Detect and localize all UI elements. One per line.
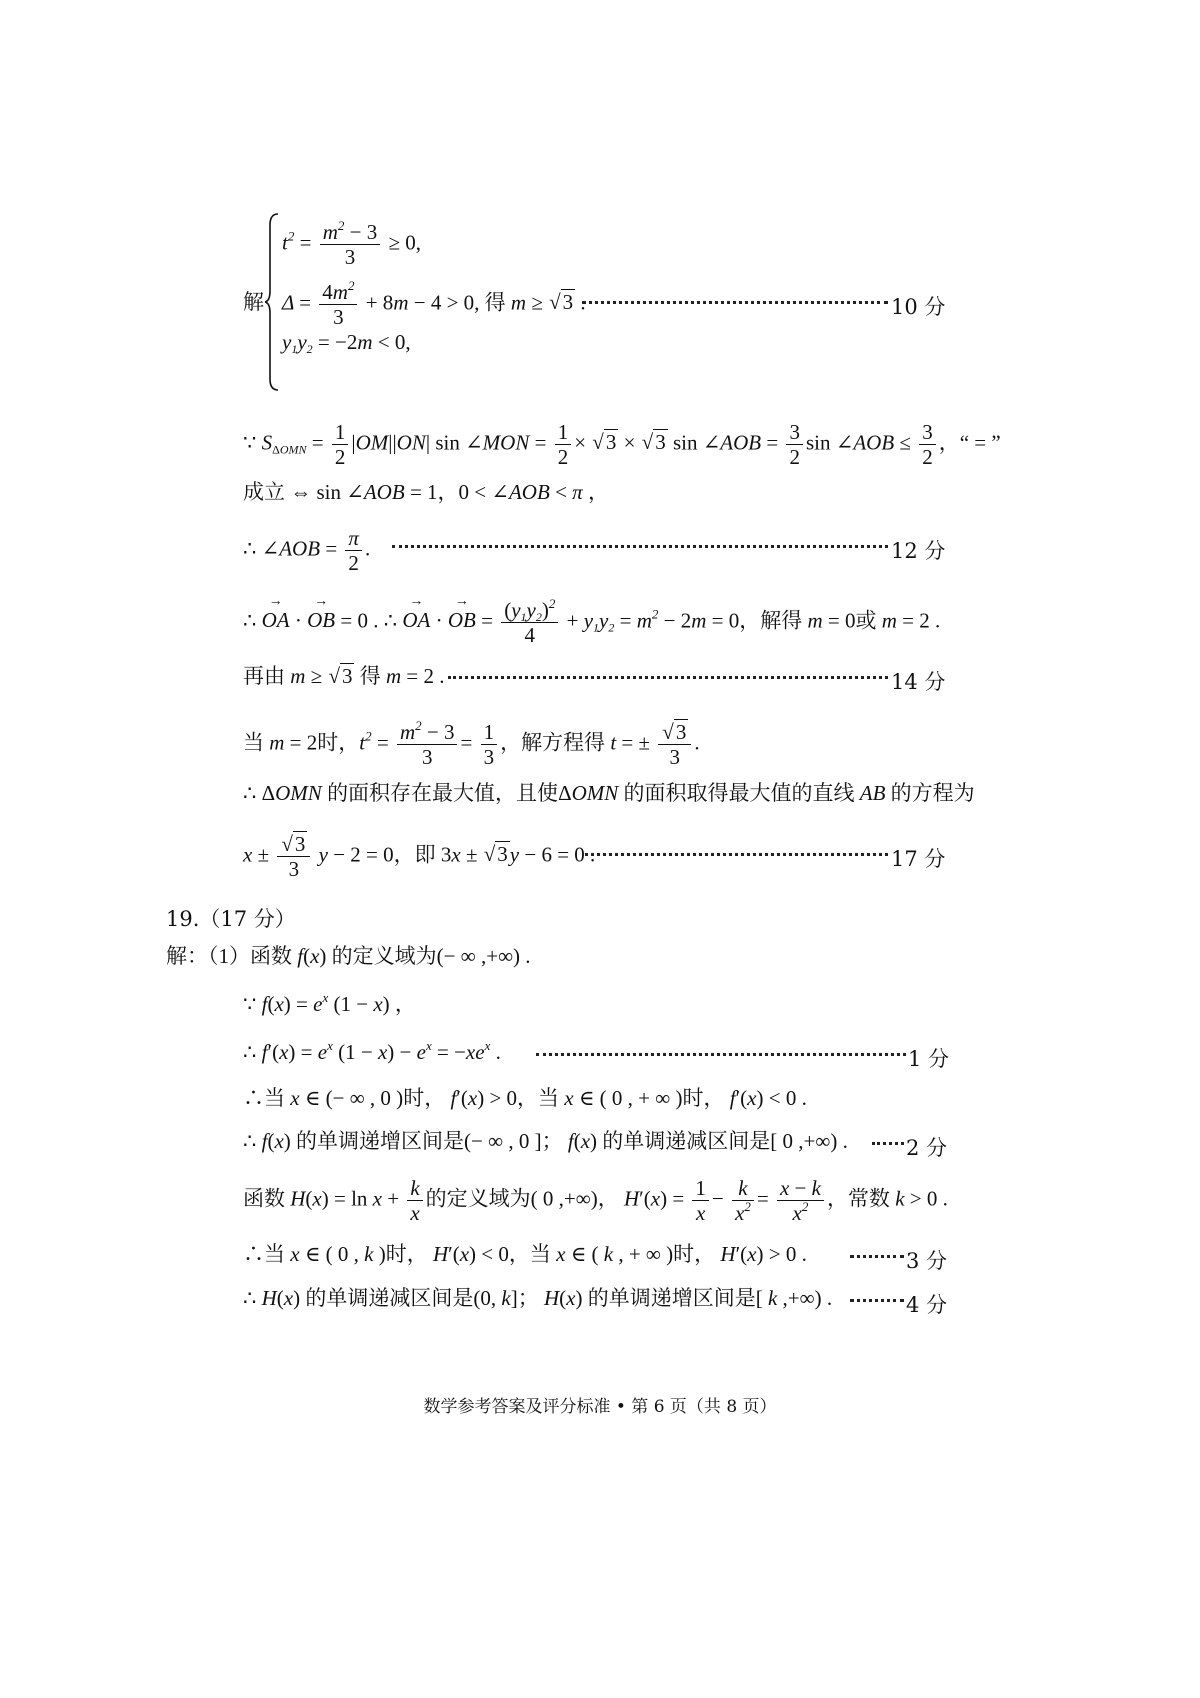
- t-solution: 当 m = 2时，$t^2$ = $\frac{m^2 - 3}{3}$ = $\frac{1}{3}$ ，解方程得 t = ± $\frac{√3}{3}$ .: [243, 718, 700, 770]
- angle-aob: ∴ ∠AOB = $\frac{\pi}{2}$ .: [243, 526, 371, 576]
- problem-19-heading: 19.（17 分）: [166, 907, 296, 931]
- h-definition: 函数 H(x) = ln x + $\frac{k}{x}$ 的定义域为( 0 ,+∞)， H′(x) = $\frac{1}{x}$ − $\frac{k}{x^2}$ = $\frac{x - k}{x^2}$ ，常数 k > 0 .: [243, 1176, 948, 1226]
- score-dots-14: [448, 676, 888, 679]
- score-10: 10 分: [891, 295, 946, 319]
- score-2: 2 分: [906, 1136, 948, 1160]
- score-17: 17 分: [891, 847, 946, 871]
- domain-f: 解：（1）函数 f(x) 的定义域为(− ∞ ,+∞) .: [166, 944, 531, 968]
- h-sign: ∴当 x ∈ ( 0 , k )时， H′(x) < 0，当 x ∈ ( k , + ∞ )时， H′(x) > 0 .: [243, 1242, 807, 1266]
- system-line-3: $y_1y_2 = -2m < 0$,: [282, 330, 411, 356]
- f-definition: ∵ $f(x) = e^x$ (1 − x) ，: [243, 990, 416, 1016]
- score-14: 14 分: [891, 670, 946, 694]
- m-equals-2: 再由 m ≥ √3 得 m = 2 .: [243, 664, 445, 688]
- score-1: 1 分: [908, 1047, 950, 1071]
- score-3: 3 分: [906, 1249, 948, 1273]
- f-derivative: ∴ $f'(x) = e^x$ $(1 - x) - e^x = -xe^x$ .: [243, 1038, 501, 1064]
- jie-label: 解: [243, 290, 264, 314]
- score-dots-10: [582, 301, 888, 304]
- f-monotonic: ∴ f(x) 的单调递增区间是(− ∞ , 0 ]； f(x) 的单调递减区间是[ 0 ,+∞) .: [243, 1129, 848, 1153]
- left-brace: [265, 213, 279, 391]
- f-sign: ∴当 x ∈ (− ∞ , 0 )时， f′(x) > 0，当 x ∈ ( 0 , + ∞ )时， f′(x) < 0 .: [243, 1086, 807, 1110]
- de-text: 得: [484, 290, 506, 315]
- system-line-2: Δ = $\frac{4m^2}{3}$ + 8m − 4 > 0, 得 m ≥ √3 .: [282, 278, 586, 330]
- score-dots-2: [872, 1142, 904, 1145]
- max-area-statement: ∴ ΔOMN 的面积存在最大值，且使ΔOMN 的面积取得最大值的直线 AB 的方程为: [243, 781, 975, 805]
- dot-product-line: ∴ → OA · → OB = 0 . ∴ → OA · → OB = $\frac{(y_1y_2)^2}{4}$ + $y_1y_2 = m^2 - 2m = 0$，解得 m = 0或 m = 2 .: [243, 598, 940, 647]
- score-4: 4 分: [906, 1293, 948, 1317]
- equality-condition: 成立 ⇔ sin ∠AOB = 1，0 < ∠AOB < π ，: [243, 480, 609, 504]
- score-12: 12 分: [891, 539, 946, 563]
- score-dots-1: [536, 1053, 906, 1056]
- area-formula: ∵ $S_{\Delta OMN}$ = $\frac{1}{2}$ |OM||ON| sin ∠MON = $\frac{1}{2}$ × √3 × √3 sin ∠AOB = $\frac{3}{2}$ sin ∠AOB ≤ $\frac{3}{2}$ ，“ = ”: [243, 420, 1001, 470]
- score-dots-12: [392, 545, 888, 548]
- score-dots-3: [850, 1255, 904, 1258]
- line-equation: x ± $\frac{√3}{3}$ y − 2 = 0，即 3x ± √3y − 6 = 0 .: [243, 832, 596, 882]
- h-monotonic: ∴ H(x) 的单调递减区间是(0, k]； H(x) 的单调递增区间是[ k ,+∞) .: [243, 1286, 833, 1310]
- system-line-1: $t^2$ = $\frac{m^2 - 3}{3}$ ≥ 0,: [282, 218, 421, 270]
- score-dots-17: [585, 853, 888, 856]
- page-footer: 数学参考答案及评分标准 • 第 6 页（共 8 页）: [423, 1397, 777, 1417]
- score-dots-4: [850, 1299, 904, 1302]
